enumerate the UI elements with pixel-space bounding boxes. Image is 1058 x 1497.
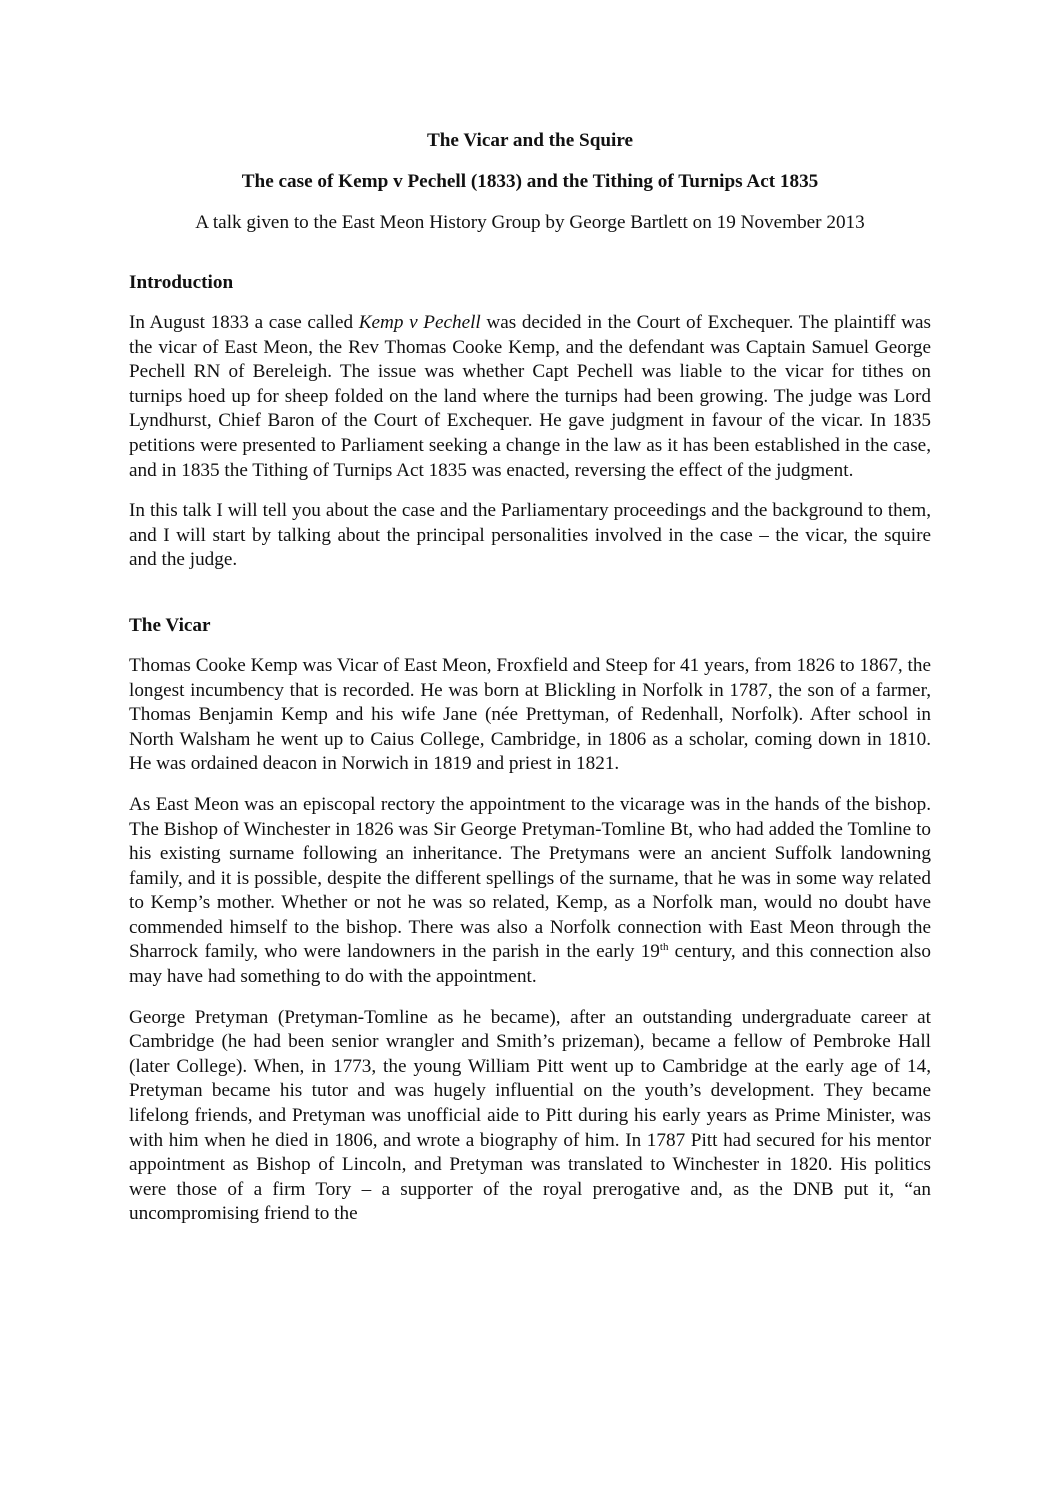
vicar-paragraph-2 — [129, 793, 931, 990]
introduction-paragraph-1 — [129, 311, 931, 483]
section-heading-vicar: The Vicar — [129, 614, 211, 636]
document-subtitle: The case of Kemp v Pechell (1833) and the Tithing of Turnips Act 1835 — [241, 171, 819, 192]
introduction-paragraph-1-text-a: In August 1833 a case called — [129, 312, 359, 333]
document-title: The Vicar and the Squire — [426, 130, 634, 151]
vicar-paragraph-2-text-b: century, and this connection also may have had something to do with the appointment. — [129, 941, 931, 988]
vicar-paragraph-2-text-a: As East Meon was an episcopal rectory the appointment to the vicarage was in the hands of the bishop. The Bishop of Winchester in 1826 was Sir George Pretyman-Tomline Bt, who had added the Tomline to his existing surname following an inheritance. The Pretymans were an ancient Suffolk landowning family, and it is possible, despite the different spellings of the surname, that he was in some way related to Kemp’s mother. Whether or not he was so related, Kemp, as a Norfolk man, would no doubt have commended himself to the bishop. There was also a Norfolk connection with East Meon through the Sharrock family, who were landowners in the parish in the early 19 — [129, 793, 931, 963]
introduction-paragraph-2: In this talk I will tell you about the case and the Parliamentary proceedings and the background to them, and I will start by talking about the principal personalities involved in the case – the vicar, the squire and the judge. — [129, 500, 931, 571]
introduction-paragraph-1-text-b: was decided in the Court of Exchequer. The plaintiff was the vicar of East Meon, the Rev Thomas Cooke Kemp, and the defendant was Captain Samuel George Pechell RN of Bereleigh. The issue was whether Capt Pechell was liable to the vicar for tithes on turnips hoed up for sheep folded on the land where the turnips had been growing. The judge was Lord Lyndhurst, Chief Baron of the Court of Exchequer. He gave judgment in favour of the vicar. In 1835 petitions were presented to Parliament seeking a change in the law as it has been established in the case, and in 1835 the Tithing of Turnips Act 1835 was enacted, reversing the effect of the judgment. — [129, 312, 931, 481]
superscript-th: th — [659, 941, 669, 954]
case-name: Kemp v Pechell — [358, 312, 481, 333]
document-page — [129, 128, 931, 1243]
vicar-paragraph-3: George Pretyman (Pretyman-Tomline as he became), after an outstanding undergraduate career at Cambridge (he had been senior wrangler and Smith’s prizeman), became a fellow of Pembroke Hall (later College). When, in 1773, the young William Pitt went up to Cambridge at the early age of 14, Pretyman became his tutor and was hugely influential on the youth’s development. They became lifelong friends, and Pretyman was unofficial aide to Pitt during his early years as Prime Minister, was with him when he died in 1806, and wrote a biography of him. In 1787 Pitt had secured for his mentor appointment as Bishop of Lincoln, and Pretyman was translated to Winchester in 1820. His politics were those of a firm Tory – a supporter of the royal prerogative and, as the DNB put it, “an uncompromising friend to the — [129, 1006, 931, 1225]
document-byline: A talk given to the East Meon History Group by George Bartlett on 19 November 2013 — [195, 212, 865, 233]
vicar-paragraph-1: Thomas Cooke Kemp was Vicar of East Meon, Froxfield and Steep for 41 years, from 1826 to 1867, the longest incumbency that is recorded. He was born at Blickling in Norfolk in 1787, the son of a farmer, Thomas Benjamin Kemp and his wife Jane (née Prettyman, of Redenhall, Norfolk). After school in North Walsham he went up to Caius College, Cambridge, in 1806 as a scholar, coming down in 1810. He was ordained deacon in Norwich in 1819 and priest in 1821. — [129, 654, 931, 775]
section-heading-introduction: Introduction — [129, 272, 234, 293]
